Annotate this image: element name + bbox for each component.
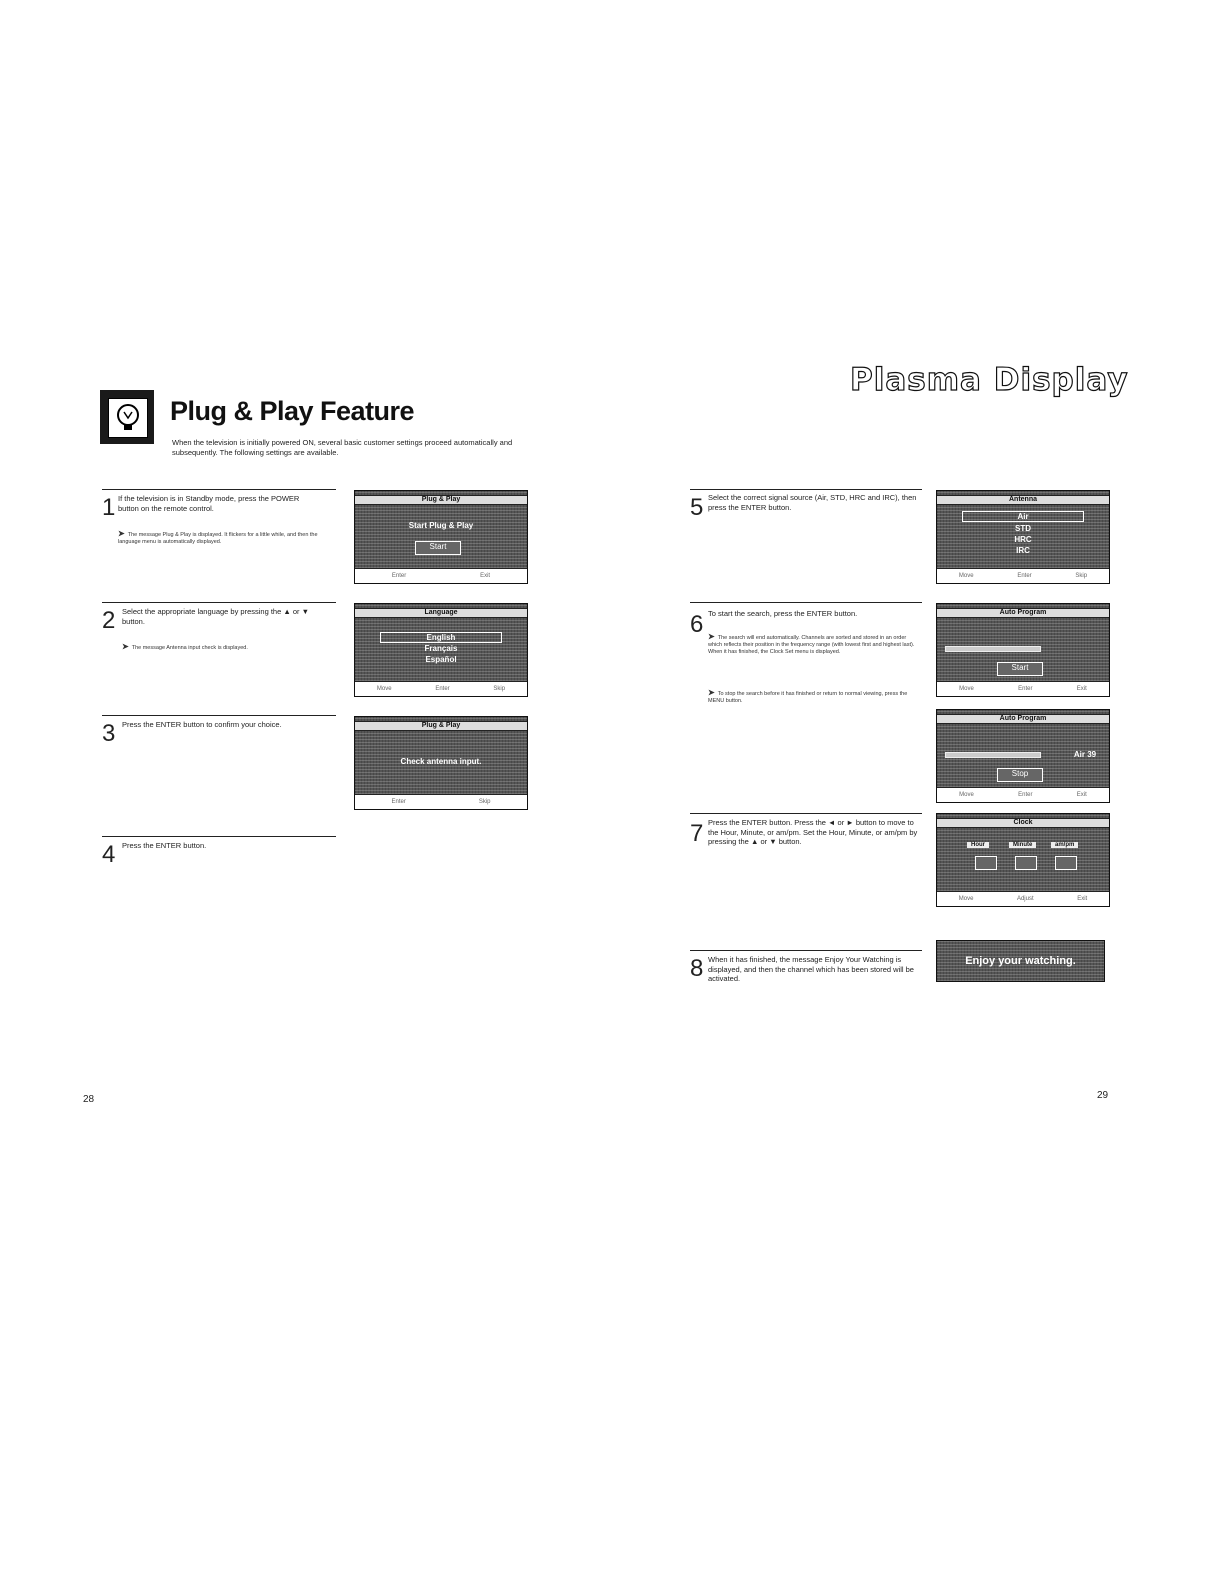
progress-bar xyxy=(945,646,1041,652)
screen-footer: Move Enter Exit xyxy=(937,681,1109,696)
step-5 xyxy=(690,489,922,580)
screen-header: Antenna xyxy=(937,495,1109,505)
step-number: 7 xyxy=(690,820,704,847)
start-button[interactable]: Start xyxy=(997,662,1043,676)
clock-col-ampm: am/pm xyxy=(1051,842,1078,848)
step-text: Select the correct signal source (Air, STD, HRC and IRC), then press the ENTER button. xyxy=(708,493,917,512)
screen-header: Clock xyxy=(937,818,1109,828)
step-number: 6 xyxy=(690,611,704,638)
minute-field[interactable] xyxy=(1015,856,1037,870)
screen-header: Language xyxy=(355,608,527,618)
brand-logo: Plasma Display xyxy=(850,362,1129,398)
step-4 xyxy=(102,836,336,897)
antenna-option-air[interactable]: Air xyxy=(962,511,1084,522)
step-7 xyxy=(690,813,922,904)
screen-auto-program-stop xyxy=(936,709,1110,803)
step-number: 5 xyxy=(690,494,704,521)
step-number: 8 xyxy=(690,955,704,982)
step-1 xyxy=(102,489,336,580)
step-text: When it has finished, the message Enjoy Your Watching is displayed, and then the channel which has been stored will be activated. xyxy=(708,955,914,983)
step-text: To start the search, press the ENTER button. xyxy=(708,609,858,618)
screen-antenna-check xyxy=(354,716,528,810)
progress-bar xyxy=(945,752,1041,758)
antenna-option-irc[interactable]: IRC xyxy=(1016,546,1030,555)
step-number: 2 xyxy=(102,607,116,634)
screen-message: Start Plug & Play xyxy=(408,521,474,530)
step-text: Press the ENTER button. xyxy=(122,841,207,850)
screen-footer: Move Enter Skip xyxy=(355,681,527,696)
antenna-option-hrc[interactable]: HRC xyxy=(1014,535,1032,544)
language-option-francais[interactable]: Français xyxy=(424,644,458,653)
step-2 xyxy=(102,602,336,693)
screen-message: Check antenna input. xyxy=(400,757,482,766)
screen-message: Enjoy your watching. xyxy=(965,955,1076,967)
step-8 xyxy=(690,950,922,1001)
hour-field[interactable] xyxy=(975,856,997,870)
screen-footer: Move Enter Exit xyxy=(937,787,1109,802)
screen-footer: Enter Exit xyxy=(355,568,527,583)
screen-auto-program-start xyxy=(936,603,1110,697)
step-note: ➤ The message Antenna input check is displayed. xyxy=(122,642,248,651)
screen-plug-play xyxy=(354,490,528,584)
step-note: ➤ The search will end automatically. Channels are sorted and stored in an order which reflects their position in the frequency range (with lowest first and highest last). When it has finished, the Clock Set menu is displayed. xyxy=(708,632,915,655)
step-text: Select the appropriate language by pressing the ▲ or ▼ button. xyxy=(122,607,310,626)
screen-footer: Enter Skip xyxy=(355,794,527,809)
screen-language xyxy=(354,603,528,697)
screen-header: Auto Program xyxy=(937,714,1109,724)
screen-header: Plug & Play xyxy=(355,721,527,731)
step-number: 3 xyxy=(102,720,116,747)
step-note: ➤ To stop the search before it has finished or return to normal viewing, press the MENU button. xyxy=(708,688,908,704)
step-note: ➤ The message Plug & Play is displayed. It flickers for a little while, and then the language menu is automatically displayed. xyxy=(118,529,318,545)
screen-clock-set xyxy=(936,813,1110,907)
step-text: Press the ENTER button to confirm your choice. xyxy=(122,720,282,729)
page-title: Plug & Play Feature xyxy=(170,396,415,426)
ampm-field[interactable] xyxy=(1055,856,1077,870)
language-option-english[interactable]: English xyxy=(380,632,502,643)
start-button[interactable]: Start xyxy=(415,541,461,555)
clock-col-minute: Minute xyxy=(1009,842,1036,848)
step-number: 1 xyxy=(102,494,116,521)
stop-button[interactable]: Stop xyxy=(997,768,1043,782)
language-option-espanol[interactable]: Español xyxy=(425,655,457,664)
screen-header: Plug & Play xyxy=(355,495,527,505)
intro-text: When the television is initially powered ON, several basic customer settings proceed automatically and subsequently. The following settings are available. xyxy=(172,438,513,457)
page-number-right: 29 xyxy=(1097,1090,1109,1101)
lightbulb-icon xyxy=(100,390,154,444)
screen-antenna-select xyxy=(936,490,1110,584)
step-3 xyxy=(102,715,336,806)
screen-header: Auto Program xyxy=(937,608,1109,618)
antenna-option-std[interactable]: STD xyxy=(1015,524,1031,533)
screen-footer: Move Enter Skip xyxy=(937,568,1109,583)
screen-footer: Move Adjust Exit xyxy=(937,891,1109,906)
step-6 xyxy=(690,602,922,803)
page-number-left: 28 xyxy=(83,1094,95,1105)
screen-enjoy xyxy=(936,940,1105,982)
step-text: If the television is in Standby mode, press the POWER button on the remote control. xyxy=(118,494,300,513)
channel-readout: Air 39 xyxy=(1073,750,1097,759)
step-text: Press the ENTER button. Press the ◄ or ► button to move to the Hour, Minute, or am/pm. Set the Hour, Minute, or am/pm by pressing the ▲ or ▼ button. xyxy=(708,818,918,846)
clock-col-hour: Hour xyxy=(967,842,989,848)
step-number: 4 xyxy=(102,841,116,868)
